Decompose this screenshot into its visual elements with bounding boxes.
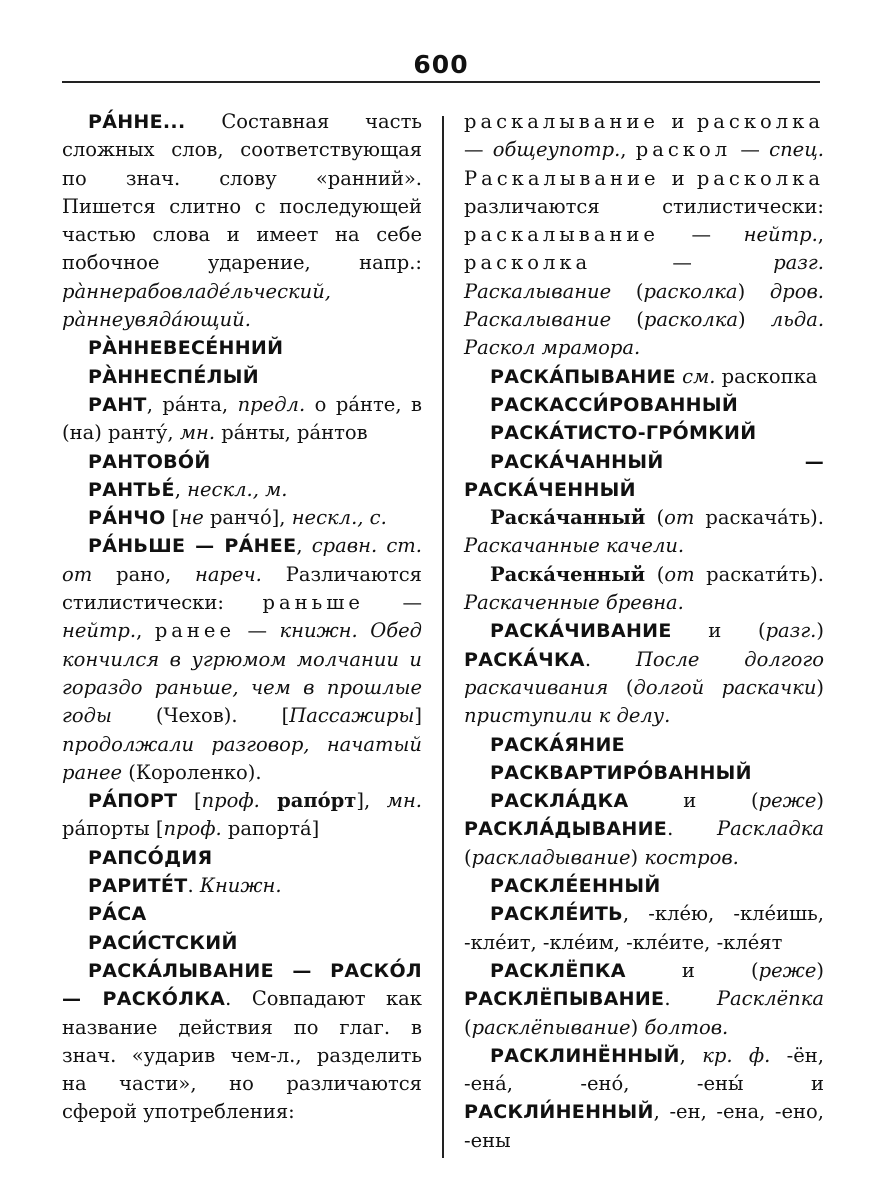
headword: РАСКЛЕ́ЕННЫЙ: [490, 875, 661, 898]
entry-text: —: [591, 251, 774, 275]
example-text: После долгого раскачивания: [464, 647, 824, 699]
grammar-label: Книжн.: [199, 874, 282, 898]
grammar-label: нейтр.: [743, 223, 818, 247]
grammar-label: мн.: [386, 789, 422, 813]
entry-text: (: [611, 308, 644, 332]
entry-text: ра́нты, ра́нтов: [215, 421, 368, 445]
entry-text: ранчо́],: [203, 506, 292, 530]
entry-text: ): [630, 1015, 645, 1039]
entry-text: различаются стилистически:: [464, 194, 824, 218]
variant-form: рапо́рт: [259, 789, 357, 813]
entry-text: ): [816, 789, 824, 813]
headword: РА́СА: [88, 903, 147, 926]
entry-text: , -кле́ю, -кле́ишь, -кле́ит, -кле́им, -кле́ите, -кле́ят: [464, 902, 824, 954]
headword: РАСКЛЕ́ИТЬ: [490, 903, 623, 926]
entry-raskapyvanie: [464, 363, 824, 391]
entry-text: —: [363, 591, 423, 615]
entry-text: ): [816, 619, 824, 643]
entry-rasklyopka: [464, 957, 824, 1042]
entry-rantye: [62, 476, 422, 504]
entry-text: [: [177, 789, 202, 813]
entry-text: —: [658, 223, 744, 247]
headword: РАСКЛЁПКА: [490, 959, 626, 982]
entry-text: ): [737, 279, 770, 303]
entry-text: рапорта́]: [221, 817, 320, 841]
grammar-label: проф.: [163, 817, 222, 841]
entry-text: ): [630, 845, 645, 869]
spaced-word: Раскалывание: [464, 166, 660, 190]
entry-raskassirovanny: [464, 391, 824, 419]
entry-text: и (: [625, 958, 759, 982]
entry-text: и (: [671, 619, 766, 643]
example-text: болтов.: [644, 1015, 729, 1039]
grammar-label: не: [179, 506, 204, 530]
example-text: Пассажиры: [289, 704, 415, 728]
headword: РА̀ННЕВЕСЕ́ННИЙ: [88, 337, 284, 360]
example-text: долгой раскачки: [633, 675, 817, 699]
entry-text: ,: [620, 138, 636, 162]
grammar-label: разг.: [765, 619, 817, 643]
entry-raskachanny: [464, 448, 824, 505]
example-text: Раскачанные качели.: [464, 534, 685, 558]
entry-text: и: [658, 110, 697, 133]
entry-text: ,: [817, 223, 824, 247]
example-text: костров.: [644, 845, 739, 869]
example-text: разг. Раскалывание: [464, 251, 824, 303]
entry-text: (: [611, 279, 644, 303]
grammar-label: нейтр.: [62, 619, 137, 643]
entry-rancho: [62, 504, 422, 532]
entry-text: .: [187, 874, 200, 898]
example-text: расколка: [643, 308, 739, 332]
entry-text: —: [731, 138, 770, 162]
headword: РАНТОВО́Й: [88, 450, 211, 473]
entry-text: раскопка: [715, 364, 818, 388]
headword: РАСИ́СТСКИЙ: [88, 931, 238, 954]
entry-text: —: [235, 619, 280, 643]
entry-rapsodiya: [62, 844, 422, 872]
spaced-word: расколка: [696, 110, 824, 133]
entry-text: , ра́нта,: [146, 392, 238, 416]
entry-raskalyvanie-continued: [464, 108, 824, 363]
entry-ranshe: [62, 532, 422, 787]
entry-text: -ён, -ена́, -ено́, -ены́ и: [464, 1043, 824, 1096]
spaced-word: ранее: [154, 619, 235, 643]
headword: РАСКЛА́ДКА: [490, 790, 629, 813]
grammar-label: нареч.: [195, 562, 262, 586]
grammar-label: проф.: [201, 789, 260, 813]
entry-text: , -ен, -ена, -ено, -ены: [464, 1100, 824, 1152]
entry-text: о ра́нте, в (на) ранту́,: [62, 392, 422, 445]
headword: РАСКА́ЛЫВАНИЕ — РАСКО́Л — РАСКО́ЛКА: [62, 959, 422, 1011]
headword: РА̀ННЕСПЕ́ЛЫЙ: [88, 365, 259, 388]
entry-text: [: [165, 506, 180, 530]
entry-rasa: [62, 900, 422, 928]
grammar-label: кр. ф.: [702, 1043, 771, 1067]
headword: РАСКЛА́ДЫВАНИЕ: [464, 818, 668, 841]
example-text: ра̀ннерабовладе́льческий, ра̀ннеувяда́ющий.: [62, 279, 331, 332]
example-text: продолжали разговор, начатый ранее: [62, 732, 422, 784]
entry-text: ]: [414, 704, 422, 728]
entry-text: рано,: [92, 562, 196, 586]
entry-raritet: [62, 872, 422, 900]
headword: РАСКА́ПЫВАНИЕ: [490, 365, 676, 388]
headword: РА́ПОРТ: [88, 790, 178, 813]
grammar-label: см.: [682, 364, 716, 388]
grammar-label: реже: [758, 958, 817, 982]
spaced-word: расколка: [464, 251, 592, 275]
grammar-label: нескл., с.: [291, 506, 387, 530]
headword: РАСКА́ЧАННЫЙ — РАСКА́ЧЕННЫЙ: [464, 450, 824, 501]
grammar-label: от: [664, 506, 695, 530]
headword: РАНТ: [88, 393, 147, 416]
headword: РАСКАССИ́РОВАННЫЙ: [490, 393, 739, 416]
entry-text: раскати́ть).: [694, 562, 824, 586]
entry-text: .: [664, 987, 717, 1011]
entry-text: (: [645, 506, 665, 530]
variant-form: Раска́чанный: [490, 506, 646, 530]
sense-raskachanny: [464, 504, 824, 561]
entry-text: Составная часть сложных слов, соответствующая по знач. слову «ранний». Пишется слитно с последующей частью слова и имеет на себе побочное ударение, напр.:: [62, 110, 422, 275]
variant-form: Раска́ченный: [490, 562, 646, 586]
entry-text: ): [738, 308, 771, 332]
grammar-label: общеупотр.: [492, 138, 621, 162]
entry-text: ],: [356, 789, 387, 813]
headword: РАСКА́ЧКА: [464, 648, 585, 671]
entry-text: . Совпадают как название действия по глаг. в знач. «ударив чем-л., разделить на части», но различаются сферой употребления:: [62, 987, 422, 1124]
entry-raskladka: [464, 787, 824, 872]
headword: РА́НЬШЕ — РА́НЕЕ: [88, 535, 297, 558]
entry-raskleit: [464, 900, 824, 957]
entry-text: (: [608, 675, 634, 699]
entry-text: ,: [136, 619, 155, 643]
entry-rant: [62, 391, 422, 448]
entry-rasklinyonny: [464, 1042, 824, 1155]
grammar-label: нескл., м.: [187, 477, 288, 501]
grammar-label: предл.: [237, 392, 306, 416]
entry-text: (: [464, 845, 472, 869]
entry-text: ра́порты [: [62, 817, 164, 841]
headword: РАСКВАРТИРО́ВАННЫЙ: [490, 761, 752, 784]
entry-rasistskiy: [62, 929, 422, 957]
entry-ranne: [62, 108, 422, 334]
spaced-word: раскол: [635, 138, 732, 162]
grammar-label: сравн. ст. от: [62, 534, 422, 586]
spaced-word: расколка: [696, 166, 824, 190]
grammar-label: спец.: [769, 138, 824, 162]
grammar-label: мн.: [179, 421, 216, 445]
entry-text: (Короленко).: [122, 760, 262, 784]
example-text: приступили к делу.: [464, 704, 671, 728]
example-text: Расклёпка: [716, 987, 824, 1011]
example-text: расклёпывание: [471, 1015, 631, 1039]
entry-text: (Чехов). [: [111, 704, 290, 728]
left-column: [62, 108, 422, 1127]
column-divider: [442, 116, 444, 1158]
spaced-word: раньше: [262, 591, 364, 615]
right-column: [464, 108, 824, 1155]
entry-text: ): [816, 675, 824, 699]
example-text: Раскладка: [717, 817, 824, 841]
headword: РАНТЬЕ́: [88, 478, 175, 501]
sense-raskachenny: [464, 561, 824, 618]
entry-text: .: [667, 817, 718, 841]
entry-text: ,: [296, 534, 312, 558]
header-rule: [62, 81, 820, 83]
grammar-label: реже: [758, 789, 817, 813]
entry-text: (: [464, 1015, 472, 1039]
entry-text: (: [645, 562, 665, 586]
example-text: льда. Раскол мрамора.: [464, 308, 825, 360]
entry-raskvartirovanny: [464, 759, 824, 787]
entry-raskatisto-gromkiy: [464, 419, 824, 447]
entry-raskalyvanie: [62, 957, 422, 1127]
headword: РАРИТЕ́Т: [88, 875, 188, 898]
headword: РАСКЛИНЁННЫЙ: [490, 1044, 680, 1067]
entry-text: и: [659, 166, 697, 190]
headword: РА́НЧО: [88, 507, 166, 530]
entry-rannespely: [62, 363, 422, 391]
entry-raskleenny: [464, 872, 824, 900]
entry-text: ,: [174, 477, 188, 501]
entry-text: ,: [679, 1043, 703, 1067]
spaced-word: раскалывание: [464, 223, 659, 247]
entry-text: Различаются стилистически:: [62, 562, 422, 615]
page-number: 600: [413, 50, 469, 79]
grammar-label: от: [664, 562, 695, 586]
entry-raport: [62, 787, 422, 844]
headword: РА́ННЕ...: [88, 111, 186, 133]
spaced-word: раскалывание: [464, 110, 659, 133]
entry-rantovoy: [62, 448, 422, 476]
entry-text: ): [816, 958, 824, 982]
entry-text: .: [584, 647, 636, 671]
example-text: раскладывание: [471, 845, 631, 869]
example-text: Раскаченные бревна.: [464, 591, 684, 615]
headword: РАСКА́ЯНИЕ: [490, 733, 625, 756]
headword: РАПСО́ДИЯ: [88, 846, 213, 869]
example-text: книжн. Обед кончился в угрюмом молчании и гораздо раньше, чем в прошлые годы: [62, 619, 422, 728]
entry-text: —: [464, 138, 493, 162]
headword: РАСКЛИ́НЕННЫЙ: [464, 1101, 654, 1124]
headword: РАСКЛЁПЫВАНИЕ: [464, 988, 665, 1011]
headword: РАСКА́ЧИВАНИЕ: [490, 620, 672, 643]
entry-raskayanie: [464, 731, 824, 759]
entry-rannevesenniy: [62, 334, 422, 362]
entry-text: раскача́ть).: [694, 506, 824, 530]
entry-text: и (: [628, 789, 759, 813]
example-text: расколка: [643, 279, 738, 303]
entry-raskachivanie: [464, 617, 824, 730]
headword: РАСКА́ТИСТО-ГРО́МКИЙ: [490, 422, 757, 445]
example-text: дров. Раскалывание: [464, 279, 824, 332]
